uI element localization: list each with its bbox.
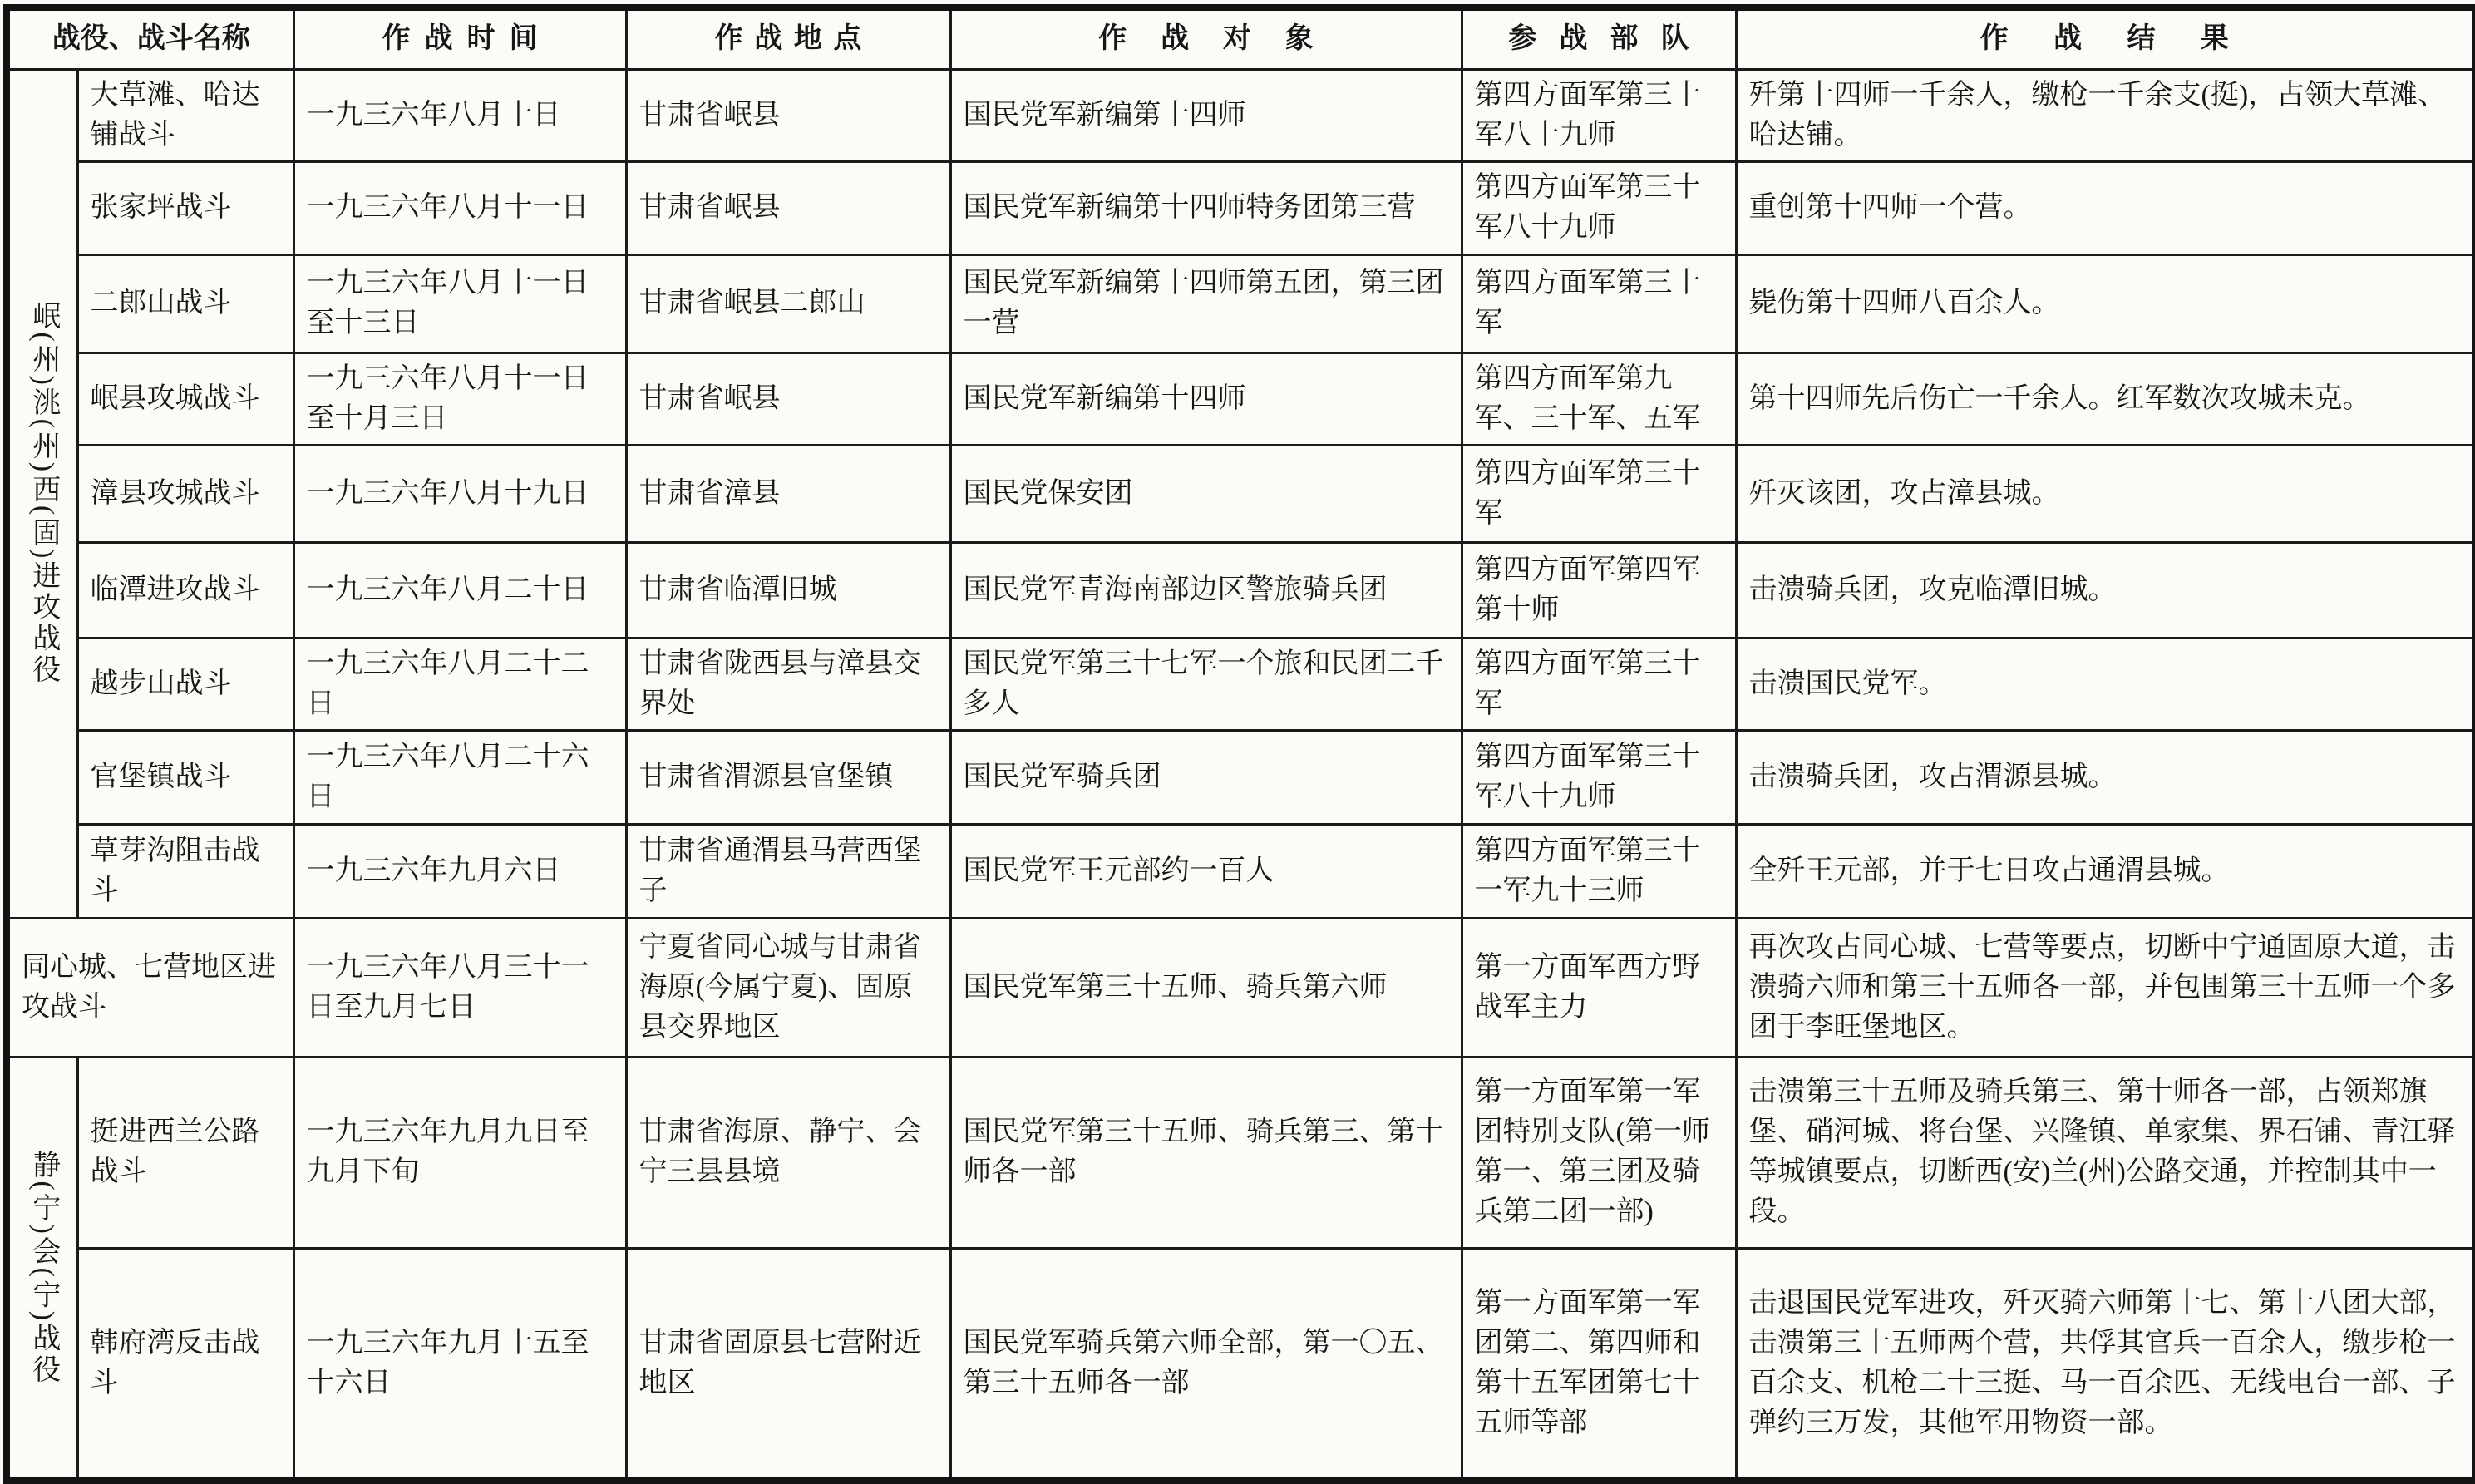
- battle-time-cell: 一九三六年八月二十日: [293, 542, 626, 638]
- header-units: 参战部队: [1462, 7, 1736, 69]
- battle-result-cell: 再次攻占同心城、七营等要点，切断中宁通固原大道，击溃骑六师和第三十五师各一部，并包围第三十五师一个多团于李旺堡地区。: [1736, 918, 2475, 1057]
- battle-target-cell: 国民党军新编第十四师特务团第三营: [950, 161, 1462, 254]
- battle-location-cell: 甘肃省临潭旧城: [626, 542, 950, 638]
- battle-row: [7, 542, 2475, 638]
- battle-target-cell: 国民党军第三十五师、骑兵第六师: [950, 918, 1462, 1057]
- battle-time-cell: 一九三六年八月十一日至十三日: [293, 254, 626, 353]
- battle-units-cell: 第四方面军第三十军: [1462, 445, 1736, 542]
- campaign-group-label-text: 岷(州)洮(州)西(固)进攻战役: [27, 301, 59, 686]
- battle-row: [7, 918, 2475, 1057]
- battle-name-cell: 草芽沟阻击战斗: [77, 824, 293, 918]
- battle-location-cell: 甘肃省固原县七营附近地区: [626, 1248, 950, 1481]
- battle-time-cell: 一九三六年八月二十二日: [293, 638, 626, 730]
- battle-result-cell: 歼第十四师一千余人，缴枪一千余支(挺)，占领大草滩、哈达铺。: [1736, 69, 2475, 161]
- battle-name-cell: 官堡镇战斗: [77, 730, 293, 824]
- battle-row: [7, 69, 2475, 161]
- campaign-group-label: [7, 69, 77, 918]
- battle-time-cell: 一九三六年八月十一日: [293, 161, 626, 254]
- battle-units-cell: 第四方面军第三十一军九十三师: [1462, 824, 1736, 918]
- battle-name-cell: 张家坪战斗: [77, 161, 293, 254]
- battle-result-cell: 击退国民党军进攻，歼灭骑六师第十七、第十八团大部，击溃第三十五师两个营，共俘其官兵一百余人，缴步枪一百余支、机枪二十三挺、马一百余匹、无线电台一部、子弹约三万发，其他军用物资一部。: [1736, 1248, 2475, 1481]
- battle-units-cell: 第一方面军第一军团第二、第四师和第十五军团第七十五师等部: [1462, 1248, 1736, 1481]
- battle-result-cell: 击溃骑兵团，攻克临潭旧城。: [1736, 542, 2475, 638]
- header-location: 作战地点: [626, 7, 950, 69]
- battle-result-cell: 重创第十四师一个营。: [1736, 161, 2475, 254]
- battle-location-cell: 甘肃省漳县: [626, 445, 950, 542]
- battle-row: [7, 161, 2475, 254]
- battle-location-cell: 甘肃省陇西县与漳县交界处: [626, 638, 950, 730]
- battle-target-cell: 国民党军第三十五师、骑兵第三、第十师各一部: [950, 1057, 1462, 1248]
- battle-units-cell: 第四方面军第三十军: [1462, 638, 1736, 730]
- campaign-group-label-text: 静(宁)会(宁)战役: [27, 1150, 59, 1386]
- battle-location-cell: 甘肃省岷县: [626, 161, 950, 254]
- header-target: 作战对象: [950, 7, 1462, 69]
- battle-location-cell: 甘肃省海原、静宁、会宁三县县境: [626, 1057, 950, 1248]
- battle-time-cell: 一九三六年九月十五至十六日: [293, 1248, 626, 1481]
- battle-row: [7, 254, 2475, 353]
- battle-time-cell: 一九三六年九月九日至九月下旬: [293, 1057, 626, 1248]
- battle-name-cell: 岷县攻城战斗: [77, 353, 293, 445]
- battle-name-cell: 二郎山战斗: [77, 254, 293, 353]
- battle-result-cell: 击溃国民党军。: [1736, 638, 2475, 730]
- battle-time-cell: 一九三六年八月十日: [293, 69, 626, 161]
- battle-result-cell: 击溃骑兵团，攻占渭源县城。: [1736, 730, 2475, 824]
- header-time: 作战时间: [293, 7, 626, 69]
- battle-time-cell: 一九三六年八月十一日至十月三日: [293, 353, 626, 445]
- battle-units-cell: 第一方面军西方野战军主力: [1462, 918, 1736, 1057]
- battle-row: [7, 824, 2475, 918]
- battle-units-cell: 第一方面军第一军团特别支队(第一师第一、第三团及骑兵第二团一部): [1462, 1057, 1736, 1248]
- battle-target-cell: 国民党军王元部约一百人: [950, 824, 1462, 918]
- battle-row: [7, 1248, 2475, 1481]
- battle-time-cell: 一九三六年九月六日: [293, 824, 626, 918]
- battle-row: [7, 1057, 2475, 1248]
- battle-result-cell: 击溃第三十五师及骑兵第三、第十师各一部，占领郑旗堡、硝河城、将台堡、兴隆镇、单家集、界石铺、青江驿等城镇要点，切断西(安)兰(州)公路交通，并控制其中一段。: [1736, 1057, 2475, 1248]
- battle-location-cell: 甘肃省岷县二郎山: [626, 254, 950, 353]
- battle-target-cell: 国民党军骑兵团: [950, 730, 1462, 824]
- battle-location-cell: 甘肃省渭源县官堡镇: [626, 730, 950, 824]
- battle-time-cell: 一九三六年八月三十一日至九月七日: [293, 918, 626, 1057]
- battle-name-cell: 越步山战斗: [77, 638, 293, 730]
- battle-units-cell: 第四方面军第四军第十师: [1462, 542, 1736, 638]
- campaign-group-label: [7, 1057, 77, 1481]
- battle-name-cell: 挺进西兰公路战斗: [77, 1057, 293, 1248]
- battle-target-cell: 国民党军新编第十四师第五团，第三团一营: [950, 254, 1462, 353]
- battle-row: [7, 638, 2475, 730]
- header-result: 作战结果: [1736, 7, 2475, 69]
- battle-table: [3, 4, 2475, 1484]
- battle-units-cell: 第四方面军第三十军八十九师: [1462, 69, 1736, 161]
- battle-name-cell: 大草滩、哈达铺战斗: [77, 69, 293, 161]
- battle-target-cell: 国民党军新编第十四师: [950, 353, 1462, 445]
- battle-name-cell: 同心城、七营地区进攻战斗: [7, 918, 293, 1057]
- battle-units-cell: 第四方面军第三十军八十九师: [1462, 730, 1736, 824]
- battle-target-cell: 国民党军新编第十四师: [950, 69, 1462, 161]
- battle-name-cell: 韩府湾反击战斗: [77, 1248, 293, 1481]
- battle-location-cell: 甘肃省岷县: [626, 69, 950, 161]
- battle-target-cell: 国民党军骑兵第六师全部，第一〇五、第三十五师各一部: [950, 1248, 1462, 1481]
- battle-result-cell: 歼灭该团，攻占漳县城。: [1736, 445, 2475, 542]
- battle-row: [7, 730, 2475, 824]
- header-battle-name: 战役、战斗名称: [7, 7, 293, 69]
- battle-units-cell: 第四方面军第九军、三十军、五军: [1462, 353, 1736, 445]
- battle-units-cell: 第四方面军第三十军: [1462, 254, 1736, 353]
- battle-time-cell: 一九三六年八月二十六日: [293, 730, 626, 824]
- battle-location-cell: 甘肃省通渭县马营西堡子: [626, 824, 950, 918]
- battle-time-cell: 一九三六年八月十九日: [293, 445, 626, 542]
- battle-units-cell: 第四方面军第三十军八十九师: [1462, 161, 1736, 254]
- battle-result-cell: 第十四师先后伤亡一千余人。红军数次攻城未克。: [1736, 353, 2475, 445]
- battle-result-cell: 全歼王元部，并于七日攻占通渭县城。: [1736, 824, 2475, 918]
- battle-name-cell: 临潭进攻战斗: [77, 542, 293, 638]
- battle-target-cell: 国民党军第三十七军一个旅和民团二千多人: [950, 638, 1462, 730]
- battle-result-cell: 毙伤第十四师八百余人。: [1736, 254, 2475, 353]
- battle-location-cell: 宁夏省同心城与甘肃省海原(今属宁夏)、固原县交界地区: [626, 918, 950, 1057]
- battle-row: [7, 445, 2475, 542]
- battle-location-cell: 甘肃省岷县: [626, 353, 950, 445]
- battle-target-cell: 国民党军青海南部边区警旅骑兵团: [950, 542, 1462, 638]
- battle-row: [7, 353, 2475, 445]
- header-row: [7, 7, 2475, 69]
- battle-target-cell: 国民党保安团: [950, 445, 1462, 542]
- battle-name-cell: 漳县攻城战斗: [77, 445, 293, 542]
